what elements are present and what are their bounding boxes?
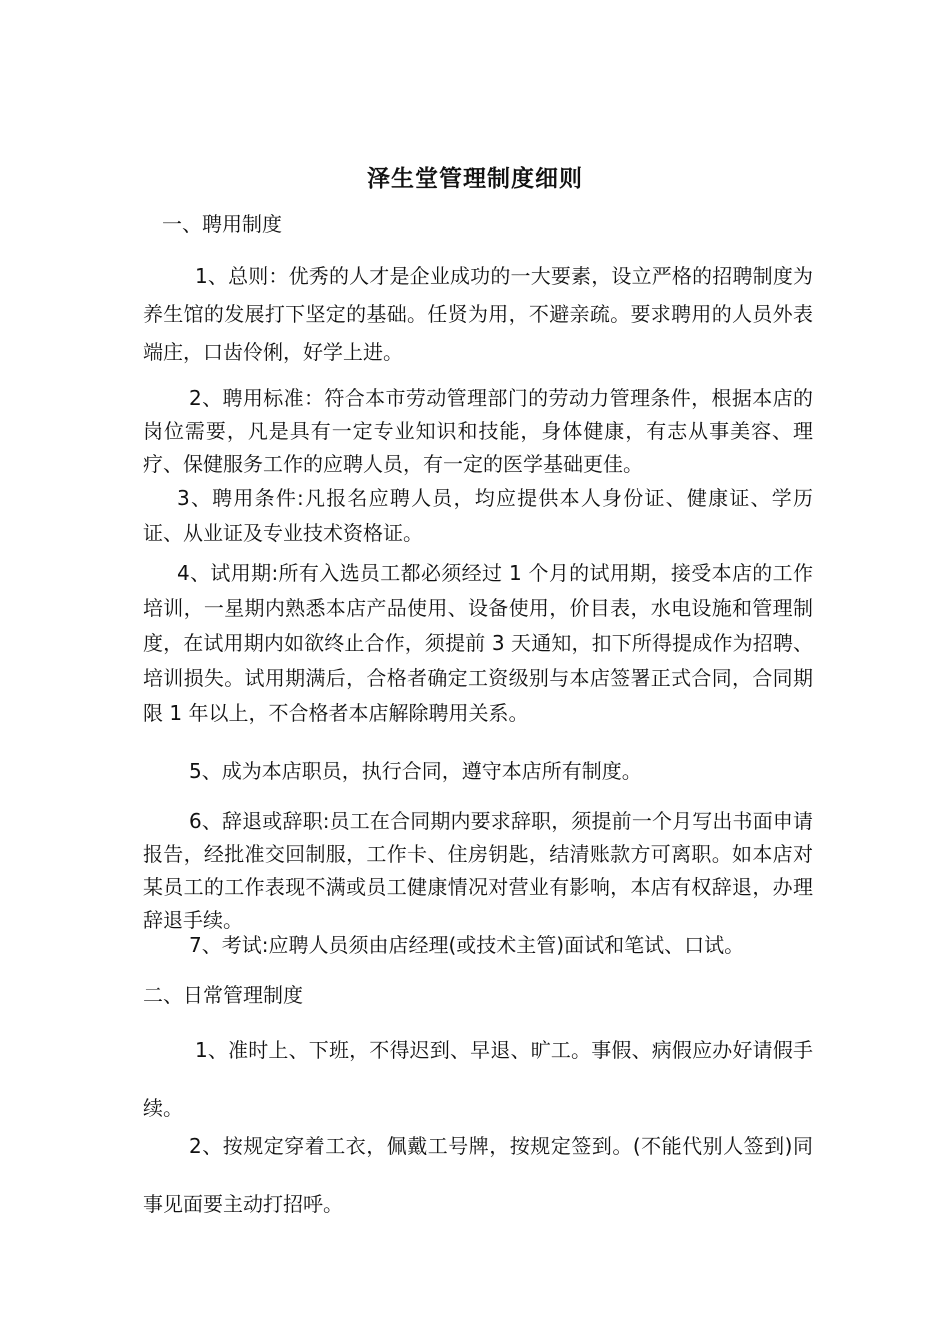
paragraph-1-6: 6、辞退或辞职:员工在合同期内要求辞职，须提前一个月写出书面申请报告，经批准交回制服，工作卡、住房钥匙，结清账款方可离职。如本店对某员工的工作表现不满或员工健康情况对营业有影响，本店有权辞退，办理辞退手续。 xyxy=(143,809,813,932)
paragraph-1-7: 7、考试:应聘人员须由店经理(或技术主管)面试和笔试、口试。 xyxy=(189,933,745,957)
paragraph-2-2: 2、按规定穿着工衣，佩戴工号牌，按规定签到。(不能代别人签到)同事见面要主动打招呼。 xyxy=(143,1134,813,1216)
section-heading-hiring: 一、聘用制度 xyxy=(162,212,282,236)
paragraph-1-4: 4、试用期:所有入选员工都必须经过 1 个月的试用期，接受本店的工作培训，一星期内熟悉本店产品使用、设备使用，价目表，水电设施和管理制度，在试用期内如欲终止合作，须提前 3 天通知，扣下所得提成作为招聘、培训损失。试用期满后，合格者确定工资级别与本店签署正式合同，合同期限 1 年以上，不合格者本店解除聘用关系。 xyxy=(143,561,813,725)
paragraph-1-1: 1、总则：优秀的人才是企业成功的一大要素，设立严格的招聘制度为养生馆的发展打下坚定的基础。任贤为用，不避亲疏。要求聘用的人员外表端庄，口齿伶俐，好学上进。 xyxy=(143,264,813,364)
paragraph-1-3: 3、聘用条件:凡报名应聘人员，均应提供本人身份证、健康证、学历证、从业证及专业技术资格证。 xyxy=(143,486,813,545)
document-title: 泽生堂管理制度细则 xyxy=(367,165,583,192)
paragraph-1-5: 5、成为本店职员，执行合同，遵守本店所有制度。 xyxy=(189,759,642,783)
paragraph-1-2: 2、聘用标准：符合本市劳动管理部门的劳动力管理条件，根据本店的岗位需要，凡是具有一定专业知识和技能，身体健康，有志从事美容、理疗、保健服务工作的应聘人员，有一定的医学基础更佳。 xyxy=(143,386,813,476)
paragraph-2-1: 1、准时上、下班，不得迟到、早退、旷工。事假、病假应办好请假手续。 xyxy=(143,1038,813,1120)
section-heading-daily-management: 二、日常管理制度 xyxy=(143,983,303,1007)
